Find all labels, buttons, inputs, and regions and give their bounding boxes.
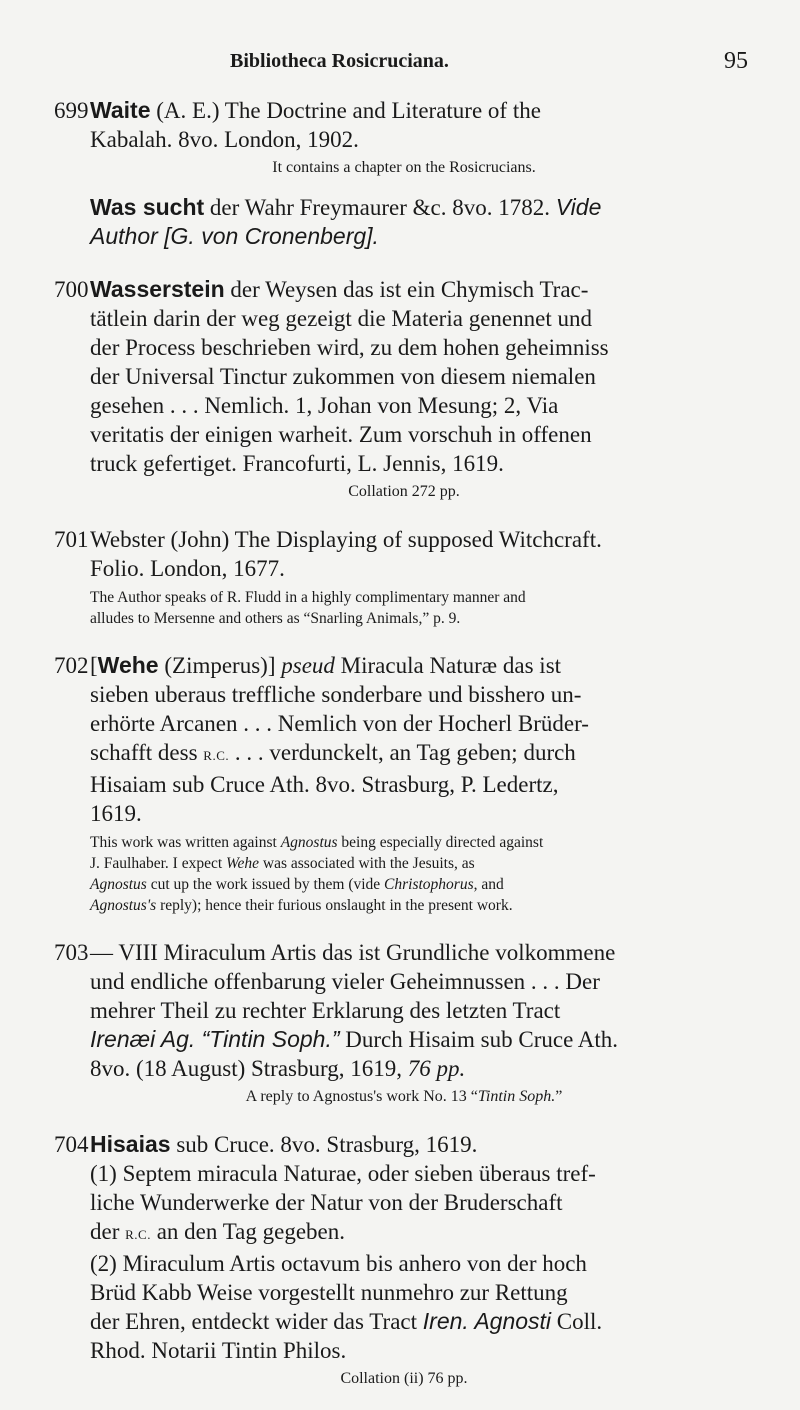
entry-note: A reply to Agnostus's work No. 13 “Tintin Soph.” (245, 1088, 563, 1105)
page-number: 95 (724, 48, 748, 74)
entry-704: 704 Hisaias sub Cruce. 8vo. Strasburg, 1619. (1) Septem miracula Naturae, oder sieben überaus tref- liche Wunderwerke der Natur von der Bruderschaft der R.C. an den Tag gegeben. (2) Miraculum Artis octavum bis anhero von der hoch Brüd Kabb Weise vorgestellt nunmehro zur Rettung der Ehren, entdeckt wider das Tract Iren. Agnosti Coll. Rhod. Notarii Tintin Philos. Collation (ii) 76 pp. (54, 1130, 754, 1390)
entry-number: 702 (54, 653, 89, 678)
entry-number: 703 (54, 940, 89, 965)
entry-702: 702 [Wehe (Zimperus)] pseud Miracula Naturæ das ist sieben uberaus treffliche sonderbare und bisshero un- erhörte Arcanen . . . Nemlich von der Hocherl Brüder- schafft dess R.C. . . . verdunckelt, an Tag geben; durch Hisaiam sub Cruce Ath. 8vo. Strasburg, P. Ledertz, 1619. This work was written against Agnostus being especially directed against J. Faulhaber. I expect Wehe was associated with the Jesuits, as Agnostus cut up the work issued by them (vide Christophorus, and Agnostus's reply); hence their furious onslaught in the present work. (54, 651, 754, 916)
entry-author: Wasserstein (90, 276, 225, 302)
running-header (230, 50, 750, 80)
entry-number: 700 (54, 277, 89, 302)
collation: Collation 272 pp. (348, 483, 460, 500)
entry-author: Wehe (97, 652, 159, 678)
entry-author: Hisaias (90, 1131, 171, 1157)
entry-699: 699 Waite (A. E.) The Doctrine and Literature of the Kabalah. 8vo. London, 1902. It contains a chapter on the Rosicrucians. (54, 96, 754, 179)
running-title: Bibliotheca Rosicruciana. (230, 50, 449, 72)
entry-note: This work was written against Agnostus being especially directed against (90, 834, 544, 851)
entry-note: The Author speaks of R. Fludd in a highly complimentary manner and (90, 589, 526, 606)
entry-author: Was sucht (90, 194, 205, 220)
collation: Collation (ii) 76 pp. (340, 1370, 468, 1387)
entry-number: 704 (54, 1132, 89, 1157)
entry-number: 699 (54, 98, 89, 123)
entry-was-sucht: Was sucht der Wahr Freymaurer &c. 8vo. 1782. Vide Author [G. von Cronenberg]. (90, 194, 602, 249)
entry-700: 700 Wasserstein der Weysen das ist ein Chymisch Trac- tätlein darin der weg gezeigt die Materia genennet und der Process beschrieben wird, zu dem hohen geheimniss der Universal Tinctur zukommen von diesem niemalen gesehen . . . Nemlich. 1, Johan von Mesung; 2, Via veritatis der einigen warheit. Zum vorschuh in offenen truck gefertiget. Francofurti, L. Jennis, 1619. Collation 272 pp. (54, 275, 754, 503)
entry-note: It contains a chapter on the Rosicrucians. (272, 159, 536, 176)
catalogue-entries (54, 96, 754, 1410)
entry-701: 701 Webster (John) The Displaying of supposed Witchcraft. Folio. London, 1677. The Author speaks of R. Fludd in a highly complimentary manner and alludes to Mersenne and others as “Snarling Animals,” p. 9. (54, 525, 754, 629)
entry-703: 703 — VIII Miraculum Artis das ist Grundliche volkommene und endliche offenbarung vieler Geheimnussen . . . Der mehrer Theil zu rechter Erklarung des letzten Tract Irenæi Ag. “Tintin Soph.” Durch Hisaim sub Cruce Ath. 8vo. (18 August) Strasburg, 1619, 76 pp. A reply to Agnostus's work No. 13 “Tintin Soph.” (54, 938, 754, 1108)
entry-author: Waite (90, 97, 151, 123)
entry-number: 701 (54, 527, 89, 552)
